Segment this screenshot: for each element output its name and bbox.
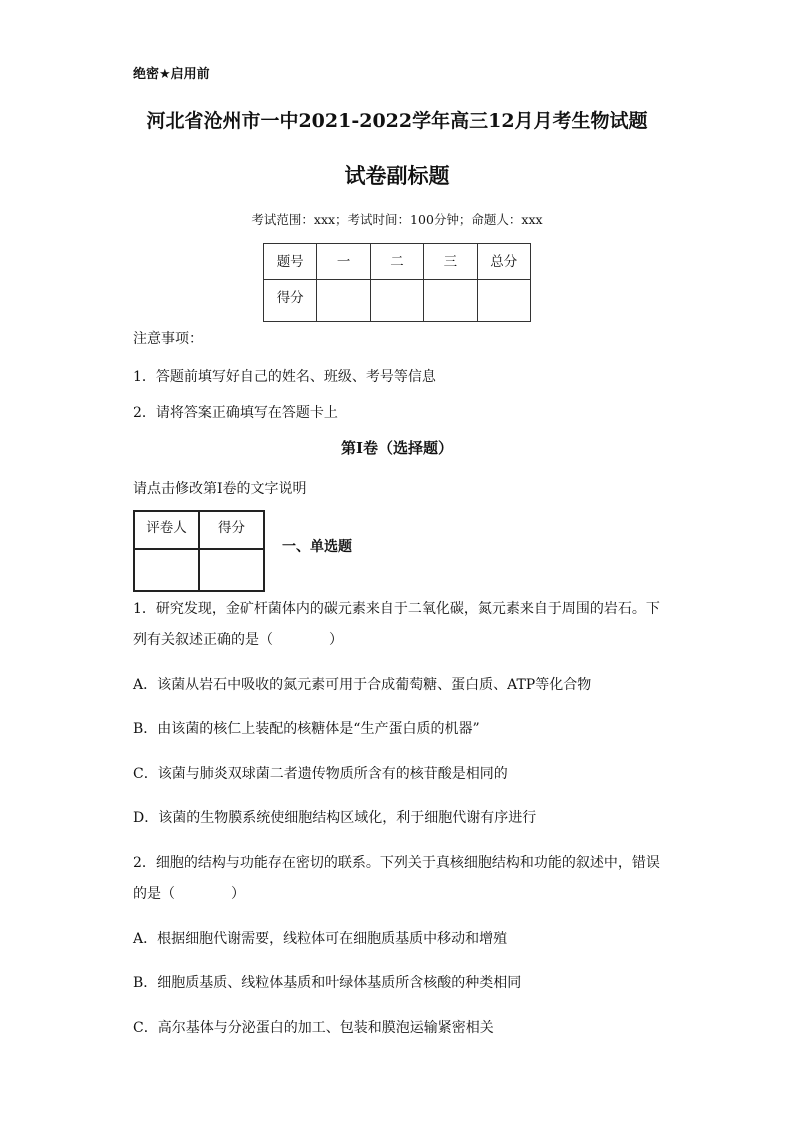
question-option: A．该菌从岩石中吸收的氮元素可用于合成葡萄糖、蛋白质、ATP等化合物 (133, 677, 592, 693)
grader-blank-row (134, 549, 264, 591)
score-cell (317, 280, 370, 322)
question-option: C．该菌与肺炎双球菌二者遗传物质所含有的核苷酸是相同的 (133, 766, 508, 782)
exam-subtitle: 试卷副标题 (344, 163, 450, 188)
grader-cell (134, 549, 199, 591)
question-option: D．该菌的生物膜系统使细胞结构区域化，利于细胞代谢有序进行 (133, 810, 537, 826)
score-cell (477, 280, 530, 322)
grader-cell (199, 549, 264, 591)
score-header-cell: 三 (424, 244, 477, 280)
question-option: C．高尔基体与分泌蛋白的加工、包装和膜泡运输紧密相关 (133, 1020, 494, 1036)
exam-title: 河北省沧州市一中2021-2022学年高三12月月考生物试题 (146, 110, 648, 132)
score-table-score-row (264, 280, 531, 322)
question-stem-line: 1．研究发现，金矿杆菌体内的碳元素来自于二氧化碳，氮元素来自于周围的岩石。下 (133, 601, 660, 617)
question-option: A．根据细胞代谢需要，线粒体可在细胞质基质中移动和增殖 (133, 931, 508, 947)
score-row-label: 得分 (264, 280, 317, 322)
score-header-cell: 题号 (264, 244, 317, 280)
question-option: B．细胞质基质、线粒体基质和叶绿体基质所含核酸的种类相同 (133, 975, 522, 991)
score-cell (424, 280, 477, 322)
part-heading: 一、单选题 (282, 539, 352, 555)
grader-header-cell: 评卷人 (134, 511, 199, 549)
score-header-cell: 二 (370, 244, 423, 280)
question-option: B．由该菌的核仁上装配的核糖体是“生产蛋白质的机器” (133, 721, 480, 737)
question-stem-line: 列有关叙述正确的是（ ） (133, 632, 343, 648)
notes-title: 注意事项： (133, 331, 203, 347)
question-stem-line: 2．细胞的结构与功能存在密切的联系。下列关于真核细胞结构和功能的叙述中，错误 (133, 855, 660, 871)
note-item: 2．请将答案正确填写在答题卡上 (133, 405, 338, 421)
section-description: 请点击修改第I卷的文字说明 (133, 481, 307, 497)
grader-header-cell: 得分 (199, 511, 264, 549)
score-cell (370, 280, 423, 322)
grader-table (133, 510, 265, 592)
note-item: 1．答题前填写好自己的姓名、班级、考号等信息 (133, 369, 436, 385)
exam-info: 考试范围：xxx；考试时间：100分钟；命题人：xxx (251, 212, 543, 227)
score-header-cell: 一 (317, 244, 370, 280)
score-table (263, 243, 531, 322)
question-stem-line: 的是（ ） (133, 886, 245, 902)
grader-header-row (134, 511, 264, 549)
confidential-mark: 绝密★启用前 (133, 67, 210, 82)
score-table-header-row (264, 244, 531, 280)
score-header-cell: 总分 (477, 244, 530, 280)
section-title: 第I卷（选择题） (340, 439, 454, 457)
